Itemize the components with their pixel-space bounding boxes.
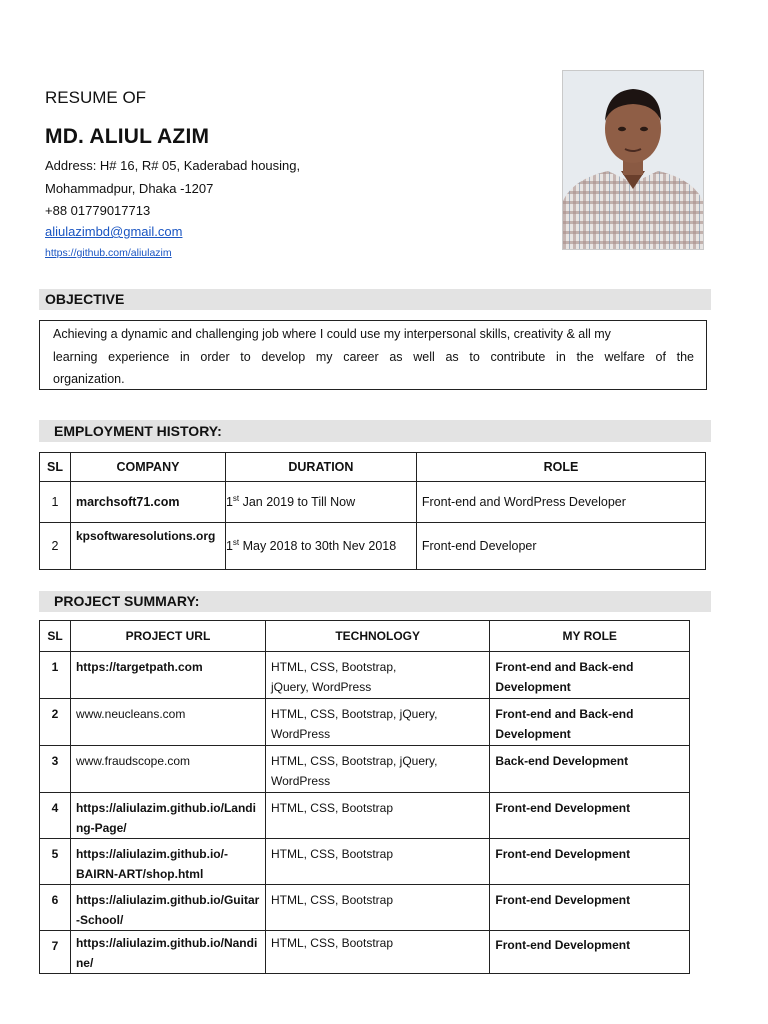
role-line: Front-end and Back-end — [495, 707, 634, 721]
column-header: PROJECT URL — [70, 621, 265, 652]
project-table — [39, 620, 690, 974]
my-role-cell — [490, 839, 690, 885]
project-url-cell — [70, 699, 265, 746]
address-line-2: Mohammadpur, Dhaka -1207 — [45, 181, 214, 196]
project-url-line: www.fraudscope.com — [75, 754, 191, 768]
company-cell: marchsoft71.com — [70, 482, 225, 523]
candidate-name: MD. ALIUL AZIM — [45, 125, 210, 148]
table-row — [40, 523, 706, 570]
objective-line-3: organization. — [53, 372, 125, 386]
sl-cell: 1 — [40, 652, 71, 699]
column-header: SL — [40, 453, 71, 482]
technology-line: HTML, CSS, Bootstrap — [270, 893, 393, 907]
column-header: MY ROLE — [490, 621, 690, 652]
duration-day: 1 — [225, 495, 233, 510]
my-role-cell — [490, 793, 690, 839]
role-cell: Front-end and WordPress Developer — [416, 482, 705, 523]
table-row — [40, 482, 706, 523]
technology-line: HTML, CSS, Bootstrap — [270, 936, 393, 950]
objective-line-1: Achieving a dynamic and challenging job where I could use my interpersonal skills, creativity & all my — [53, 327, 611, 341]
technology-line: HTML, CSS, Bootstrap — [270, 847, 393, 861]
profile-photo — [562, 70, 704, 250]
role-cell: Front-end Developer — [416, 523, 705, 570]
duration-text: Jan 2019 to Till Now — [239, 495, 356, 510]
project-url-line: https://aliulazim.github.io/Nandi — [75, 936, 258, 950]
role-line: Development — [495, 680, 571, 694]
technology-cell — [265, 793, 489, 839]
project-url-line: -School/ — [75, 913, 124, 927]
project-url-cell — [70, 885, 265, 931]
project-summary-heading: PROJECT SUMMARY: — [39, 591, 711, 612]
role-line: Front-end Development — [495, 801, 631, 815]
employment-table — [39, 452, 706, 570]
project-url-cell — [70, 839, 265, 885]
role-line: Front-end Development — [495, 938, 631, 952]
technology-line: HTML, CSS, Bootstrap, jQuery, — [270, 707, 438, 721]
table-header-row — [40, 621, 690, 652]
sl-cell: 4 — [40, 793, 71, 839]
company-cell: kpsoftwaresolutions.org — [70, 523, 225, 570]
sl-cell: 1 — [40, 482, 71, 523]
resume-of-label: RESUME OF — [45, 88, 147, 107]
table-header-row — [40, 453, 706, 482]
objective-line-2: learning experience in order to develop my career as well as to contribute in the welfare of the — [53, 349, 694, 364]
duration-suffix: st — [232, 494, 240, 504]
technology-cell — [265, 885, 489, 931]
technology-cell — [265, 699, 489, 746]
column-header: ROLE — [416, 453, 705, 482]
duration-text: May 2018 to 30th Nev 2018 — [239, 539, 397, 554]
column-header: TECHNOLOGY — [265, 621, 489, 652]
sl-cell: 2 — [40, 699, 71, 746]
project-url-line: https://aliulazim.github.io/- — [75, 847, 228, 861]
project-url-line: https://targetpath.com — [75, 660, 203, 674]
website-link[interactable]: https://github.com/aliulazim — [45, 247, 172, 259]
project-url-cell — [70, 746, 265, 793]
email-link[interactable]: aliulazimbd@gmail.com — [45, 224, 183, 239]
my-role-cell — [490, 931, 690, 974]
table-row — [40, 885, 690, 931]
table-row — [40, 746, 690, 793]
sl-cell: 7 — [40, 931, 71, 974]
technology-cell — [265, 746, 489, 793]
sl-cell: 2 — [40, 523, 71, 570]
address-line-1: Address: H# 16, R# 05, Kaderabad housing, — [45, 158, 301, 173]
technology-cell — [265, 652, 489, 699]
employment-heading: EMPLOYMENT HISTORY: — [39, 420, 711, 442]
project-url-line: ng-Page/ — [75, 821, 127, 835]
my-role-cell — [490, 746, 690, 793]
sl-cell: 3 — [40, 746, 71, 793]
technology-line: WordPress — [270, 727, 331, 741]
project-url-line: www.neucleans.com — [75, 707, 186, 721]
role-line: Back-end Development — [495, 754, 629, 768]
duration-suffix: st — [232, 538, 240, 548]
table-row — [40, 839, 690, 885]
project-url-cell — [70, 793, 265, 839]
project-url-cell — [70, 652, 265, 699]
project-url-cell — [70, 931, 265, 974]
technology-line: HTML, CSS, Bootstrap, jQuery, — [270, 754, 438, 768]
role-line: Front-end Development — [495, 847, 631, 861]
technology-line: jQuery, WordPress — [270, 680, 372, 694]
objective-box — [39, 320, 707, 390]
column-header: SL — [40, 621, 71, 652]
my-role-cell — [490, 699, 690, 746]
role-line: Front-end Development — [495, 893, 631, 907]
role-line: Front-end and Back-end — [495, 660, 634, 674]
duration-day: 1 — [225, 539, 233, 554]
sl-cell: 6 — [40, 885, 71, 931]
objective-heading: OBJECTIVE — [39, 289, 711, 310]
my-role-cell — [490, 652, 690, 699]
sl-cell: 5 — [40, 839, 71, 885]
column-header: DURATION — [225, 453, 416, 482]
project-url-line: https://aliulazim.github.io/Guitar — [75, 893, 260, 907]
technology-line: HTML, CSS, Bootstrap — [270, 801, 393, 815]
project-url-line: BAIRN-ART/shop.html — [75, 867, 204, 881]
my-role-cell — [490, 885, 690, 931]
project-url-line: ne/ — [75, 956, 94, 970]
table-row — [40, 652, 690, 699]
column-header: COMPANY — [70, 453, 225, 482]
role-line: Development — [495, 727, 571, 741]
duration-cell — [225, 482, 416, 523]
table-row — [40, 793, 690, 839]
table-row — [40, 931, 690, 974]
technology-line: HTML, CSS, Bootstrap, — [270, 660, 397, 674]
table-row — [40, 699, 690, 746]
phone-number: +88 01779017713 — [45, 203, 151, 218]
technology-cell — [265, 839, 489, 885]
duration-cell — [225, 523, 416, 570]
technology-cell — [265, 931, 489, 974]
project-url-line: https://aliulazim.github.io/Landi — [75, 801, 256, 815]
person-portrait-icon — [563, 71, 703, 249]
technology-line: WordPress — [270, 774, 331, 788]
